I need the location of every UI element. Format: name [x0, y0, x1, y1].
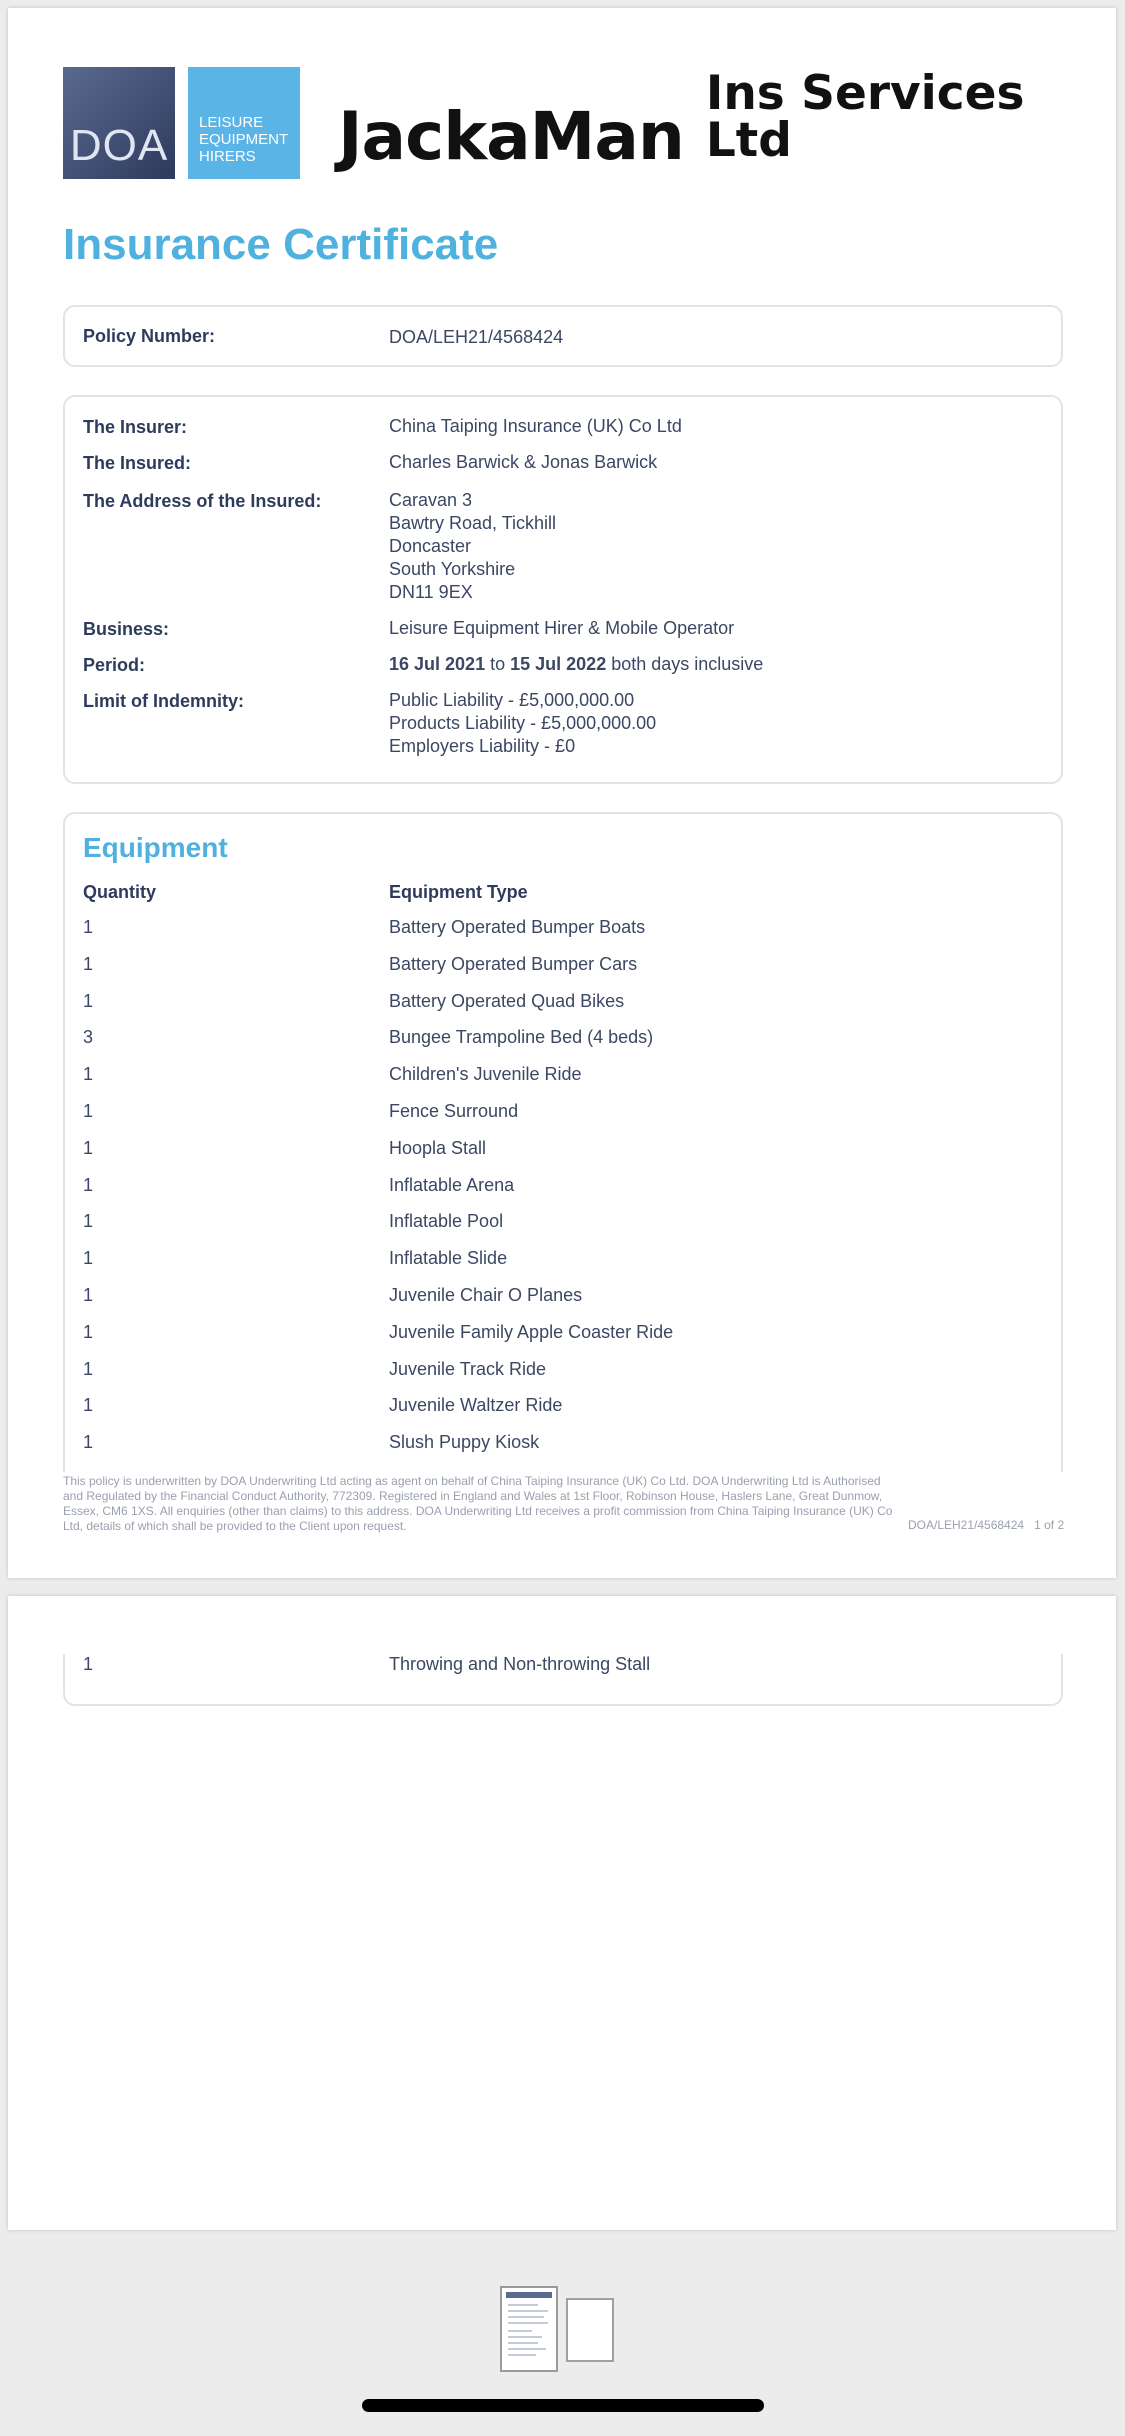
equipment-row: [65, 1359, 1061, 1396]
equipment-row: [65, 1654, 1061, 1691]
thumbnail-header: [506, 2292, 552, 2298]
policy-number-value: DOA/LEH21/4568424: [389, 327, 564, 347]
period-value: [389, 653, 763, 676]
period-to: to: [490, 654, 506, 674]
doa-logo-mark: DOA: [63, 67, 175, 179]
equipment-type: Juvenile Track Ride: [389, 1358, 547, 1379]
equipment-quantity: 1: [83, 1358, 94, 1379]
period-label: Period:: [83, 655, 146, 675]
equipment-type: Battery Operated Bumper Boats: [389, 917, 646, 937]
equipment-quantity: 1: [83, 1432, 94, 1453]
thumbnail-line: [508, 2310, 548, 2312]
equipment-row: [65, 954, 1061, 991]
page-1-thumbnail[interactable]: [500, 2286, 558, 2372]
equipment-row: [65, 1285, 1061, 1322]
insured-label: The Insured:: [83, 453, 192, 473]
page-number: 1 of 2: [1034, 1518, 1065, 1532]
thumbnail-line: [508, 2322, 548, 2324]
equipment-row: [65, 991, 1061, 1028]
insured-value: Charles Barwick & Jonas Barwick: [389, 452, 658, 472]
equipment-type: Battery Operated Bumper Cars: [389, 953, 638, 974]
equipment-type: Slush Puppy Kiosk: [389, 1432, 540, 1453]
equipment-quantity: 1: [83, 1211, 94, 1232]
equipment-row: [65, 1395, 1061, 1432]
equipment-type-header: Equipment Type: [389, 882, 528, 902]
brand-name: JackaMan: [338, 98, 684, 175]
period-suffix: both days inclusive: [611, 654, 764, 674]
business-label: Business:: [83, 619, 170, 639]
equipment-row: [65, 1027, 1061, 1064]
equipment-quantity: 1: [83, 1101, 94, 1121]
equipment-type: Juvenile Family Apple Coaster Ride: [389, 1321, 674, 1342]
document-page-2: [8, 1596, 1116, 2230]
business-value: Leisure Equipment Hirer & Mobile Operator: [389, 618, 735, 638]
doa-logo: [63, 67, 301, 179]
equipment-quantity: 1: [83, 1654, 94, 1674]
equipment-quantity: 1: [83, 1285, 94, 1305]
address-label: The Address of the Insured:: [83, 491, 322, 511]
policy-number-card: [63, 305, 1063, 367]
equipment-row: [65, 1101, 1061, 1138]
equipment-type: Fence Surround: [389, 1101, 519, 1121]
thumbnail-line: [508, 2348, 546, 2350]
footer-reference: [908, 1518, 1064, 1532]
thumbnail-line: [508, 2336, 542, 2338]
equipment-quantity: 1: [83, 1174, 94, 1195]
equipment-quantity: 1: [83, 990, 94, 1011]
equipment-type: Children's Juvenile Ride: [389, 1064, 582, 1085]
page-title: Insurance Certificate: [63, 220, 499, 269]
address-value: Caravan 3 Bawtry Road, Tickhill Doncaster South Yorkshire DN11 9EX: [389, 490, 557, 602]
equipment-type: Inflatable Pool: [389, 1211, 504, 1232]
equipment-card-continued: [63, 1654, 1063, 1706]
thumbnail-line: [508, 2354, 536, 2356]
equipment-type: Bungee Trampoline Bed (4 beds): [389, 1027, 654, 1048]
page-thumbnails: [500, 2286, 614, 2372]
limit-label: Limit of Indemnity:: [83, 691, 244, 711]
equipment-type: Inflatable Arena: [389, 1174, 515, 1195]
equipment-quantity: 1: [83, 1248, 94, 1269]
footer-policy-ref: DOA/LEH21/4568424: [908, 1518, 1025, 1532]
doa-logo-subtitle: LEISURE EQUIPMENT HIRERS: [188, 67, 300, 179]
equipment-quantity: 1: [83, 917, 94, 937]
equipment-quantity: 1: [83, 1321, 94, 1342]
thumbnail-line: [508, 2330, 532, 2332]
equipment-row: [65, 1064, 1061, 1101]
page-2-thumbnail[interactable]: [566, 2298, 614, 2362]
period-end: 15 Jul 2022: [510, 654, 607, 674]
period-start: 16 Jul 2021: [389, 654, 486, 674]
limit-value: Public Liability - £5,000,000.00 Products Liability - £5,000,000.00 Employers Liability - £0: [389, 690, 657, 756]
equipment-type: Throwing and Non-throwing Stall: [389, 1654, 651, 1674]
home-indicator[interactable]: [362, 2399, 764, 2412]
equipment-row: [65, 1175, 1061, 1212]
equipment-type: Battery Operated Quad Bikes: [389, 990, 625, 1011]
equipment-quantity: 1: [83, 1395, 94, 1416]
equipment-type: Juvenile Waltzer Ride: [389, 1395, 563, 1416]
equipment-row: [65, 1432, 1061, 1469]
thumbnail-line: [508, 2342, 538, 2344]
insurer-value: China Taiping Insurance (UK) Co Ltd: [389, 416, 682, 436]
thumbnail-line: [508, 2304, 538, 2306]
equipment-quantity: 1: [83, 1064, 94, 1085]
equipment-quantity: 3: [83, 1027, 94, 1048]
brand-subtitle: Ins Services Ltd: [705, 66, 1025, 168]
equipment-quantity: 1: [83, 953, 94, 974]
quantity-header: Quantity: [83, 882, 157, 902]
policy-number-label: Policy Number:: [83, 326, 216, 346]
equipment-row: [65, 1138, 1061, 1175]
equipment-quantity: 1: [83, 1137, 94, 1158]
document-page-1: [8, 8, 1116, 1578]
equipment-row: [65, 1248, 1061, 1285]
equipment-type: Hoopla Stall: [389, 1137, 487, 1158]
policy-details-card: [63, 395, 1063, 784]
thumbnail-line: [508, 2316, 544, 2318]
equipment-row: [65, 1322, 1061, 1359]
equipment-title: Equipment: [83, 832, 228, 863]
jackaman-logo: [338, 66, 1116, 175]
equipment-type: Inflatable Slide: [389, 1248, 508, 1269]
insurer-label: The Insurer:: [83, 417, 188, 437]
footer-disclaimer: This policy is underwritten by DOA Underwriting Ltd acting as agent on behalf of China Taiping Insurance (UK) Co Ltd. DOA Underwriting Ltd is Authorised and Regulated by the Financial Conduct Authority, 772309. Registered in England and Wales at 1st Floor, Robinson House, Haslers Lane, Great Dunmow, Essex, CM6 1XS. All enquiries (other than claims) to this address. DOA Underwriting Ltd receives a profit commission from China Taiping Insurance (UK) Co Ltd, details of which shall be provided to the Client upon request.: [63, 1474, 893, 1533]
equipment-row: [65, 917, 1061, 954]
equipment-row: [65, 1211, 1061, 1248]
equipment-card: [63, 812, 1063, 1472]
equipment-type: Juvenile Chair O Planes: [389, 1285, 583, 1305]
